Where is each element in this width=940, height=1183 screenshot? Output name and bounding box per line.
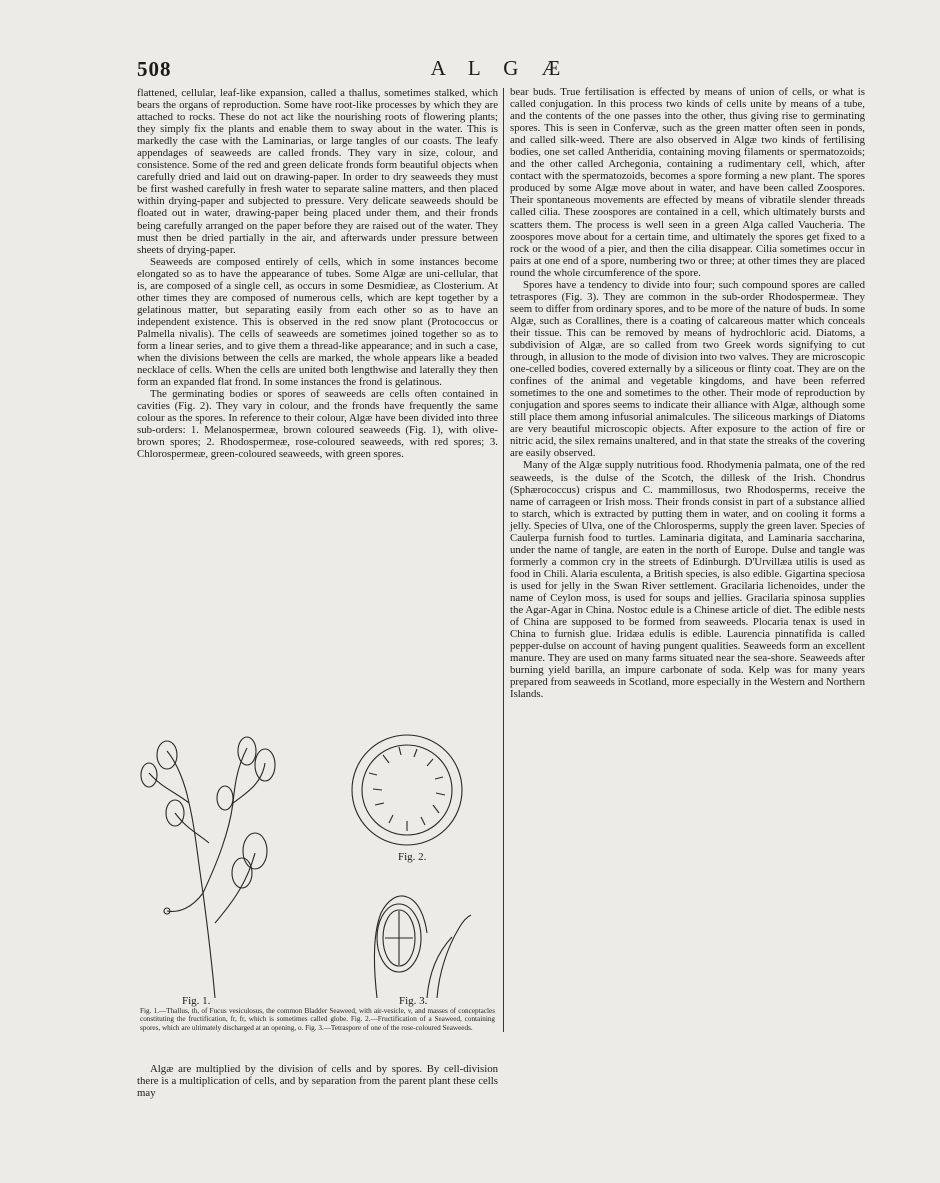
left-bottom-text [137,1063,498,1099]
paragraph-cells: Seaweeds are composed entirely of cells, which in some instances become elongated so as to have the appearance of tubes. Some Algæ are uni-cellular, that is, are composed of a single cell, as occurs in some Desmidieæ, as Closterium. At other times they are composed of numerous cells, which are kept together by a gelatinous matter, but separating easily from each other so as to have an independent existence. This is observed in the red snow plant (Protococcus or Palmella nivalis). The cells of seaweeds are sometimes joined together so as to form a linear series, and to give them a thread-like appearance; and in such a case, when the divisions between the cells are marked, the whole appears like a beaded necklace of cells. When the cells are united both lengthwise and laterally they then form an expanded flat frond. In some instances the frond is gelatinous. [137,255,498,389]
figure-caption: Fig. 1.—Thallus, th, of Fucus vesiculosus, the common Bladder Seaweed, with air-vesicle, v, and masses of conceptacles constituting the fructification, fr, fr, which is sometimes called globe. Fig. 2.—Fructification of a Seaweed, containing spores, which are ultimately discharged at an opening, o. Fig. 3.—Tetraspore of one of the rose-coloured Seaweeds. [140,1007,495,1032]
left-column [137,87,498,460]
paragraph-tetraspores: Spores have a tendency to divide into four; such compound spores are called tetraspores (Fig. 3). They are common in the sub-order Rhodospermeæ. They seem to differ from ordinary spores, and to be more of the nature of buds. In some Algæ, such as Corallines, there is a coating of calcareous matter which conceals their tissue. This can be removed by means of hydrochloric acid. Diatoms, a subdivision of Algæ, are so called from two Greek words signifying to cut through, in allusion to the mode of division into two valves. They are microscopic one-celled bodies, covered externally by a siliceous or flinty coat. They are on the confines of the animal and vegetable kingdoms, and have been referred sometimes to the one and sometimes to the other. Their mode of reproduction by conjugation and spores seems to indicate their alliance with Algæ, although some still place them among infusorial animalcules. The siliceous markings of Diatoms are very beautiful microscopic objects. After exposure to the action of fire or nitric acid, the silex remains unaltered, and in that state the streaks of the covering are easily observed. [510,278,865,460]
fig3-label: Fig. 3. [399,995,428,1007]
fig1-label: Fig. 1. [182,995,211,1007]
paragraph-thallus: flattened, cellular, leaf-like expansion, called a thallus, sometimes stalked, which bears the organs of reproduction. Some have root-like processes by which they are attached to rocks. These do not act like the nourishing roots of flowering plants; they simply fix the plants and enable them to sway about in the water. This is markedly the case with the Laminarias, or large tangles of our coasts. The leafy appendages of seaweeds are called fronds. They vary in size, colour, and consistence. Some of the red and green delicate fronds form beautiful objects when carefully dried and laid out on drawing-paper. In order to dry seaweeds they must be first washed carefully in fresh water to separate saline matters, and then placed within drying-paper and subjected to pressure. Very delicate seaweeds should be floated out in water, drawing-paper being placed under them, and their fronds being carefully arranged on the paper before they are raised out of the water. They must then be dried partially in the air, and afterwards under pressure between sheets of drying-paper. [137,87,498,256]
paragraph-food: Many of the Algæ supply nutritious food. Rhodymenia palmata, one of the red seaweeds, is the dulse of the Scotch, the dillesk of the Irish. Chondrus (Sphærococcus) crispus and C. mammillosus, two Rhodosperms, receive the name of carrageen or Irish moss. Their fronds consist in part of a substance allied to starch, which is extracted by putting them in water, and on cooling it forms a jelly. Species of Ulva, one of the Chlorosperms, supply the green laver. Species of Caulerpa furnish food to turtles. Laminaria digitata, and Laminaria saccharina, under the name of tangle, are eaten in the north of Europe. Dulse and tangle was formerly a common cry in the streets of Edinburgh. D'Urvillæa utilis is used as food in Chili. Alaria esculenta, a British species, is also edible. Gigartina speciosa is used for jelly in the Swan River settlement. Gracilaria lichenoides, under the name of Ceylon moss, is used for soups and jellies. Gracilaria spinosa supplies the Agar-Agar in China. Nostoc edule is a Chinese article of diet. The edible nests of China are supposed to be formed from seaweeds. Plocaria tenax is used in China to furnish glue. Iridæa edulis is edible. Laurencia pinnatifida is called pepper-dulse on account of having pungent qualities. Seaweeds form an excellent manure. They are used on many farms situated near the sea-shore. Seaweeds after burning yield barilla, an impure carbonate of soda. Kelp was for many years prepared from seaweeds in Scotland, more especially in the Western and Northern Islands. [510,459,865,701]
page-title: A L G Æ [430,56,570,80]
paragraph-spores: The germinating bodies or spores of seaweeds are cells often contained in cavities (Fig. 2). They vary in colour, and the fronds have frequently the same colour as the spores. In reference to their colour, Algæ have been divided into three sub-orders: 1. Melanospermeæ, brown coloured seaweeds (Fig. 1), with olive-brown spores; 2. Rhodospermeæ, rose-coloured seaweeds, with red spores; 3. Chlorospermeæ, green-coloured seaweeds, with green spores. [137,388,498,461]
fig2-label: Fig. 2. [398,851,427,863]
figure-illustrations [137,733,498,1033]
fig1-stem [167,751,215,998]
fig3-frond [374,896,427,998]
paragraph-multiplication: Algæ are multiplied by the division of cells and by spores. By cell-division there is a multiplication of cells, and by separation from the parent plant these cells may [137,1063,498,1100]
column-divider [503,88,504,1032]
page-number: 508 [137,57,172,81]
paragraph-conjugation: bear buds. True fertilisation is effected by means of union of cells, or what is called conjugation. In this process two kinds of cells unite by means of a tube, and the contents of the one passes into the other, thus giving rise to germinating spores. This is seen in Confervæ, such as the green matter often seen in ponds, and called silk-weed. There are also observed in Algæ two kinds of fertilising bodies, one set called Antheridia, containing moving filaments or spermatozoids; and the other called Archegonia, containing a rudimentary cell, which, after contact with the spermatozoids, becomes a spore forming a new plant. The spores produced by some Algæ move about in water, and have been called Zoospores. Their spontaneous movements are effected by means of vibratile slender threads called cilia. These zoospores are contained in a cell, which ultimately bursts and scatters them. The process is well seen in a green Alga called Vaucheria. The zoospores move about for a certain time, and ultimately the spores get fixed to a rock or the wood of a pier, and then the cilia disappear. Cilia sometimes occur in pairs at one end of a spore, numbering two or three; at other times they are placed round the whole circumference of the spore. [510,86,865,279]
right-column [510,86,865,700]
seaweed-illustration [137,733,498,1008]
